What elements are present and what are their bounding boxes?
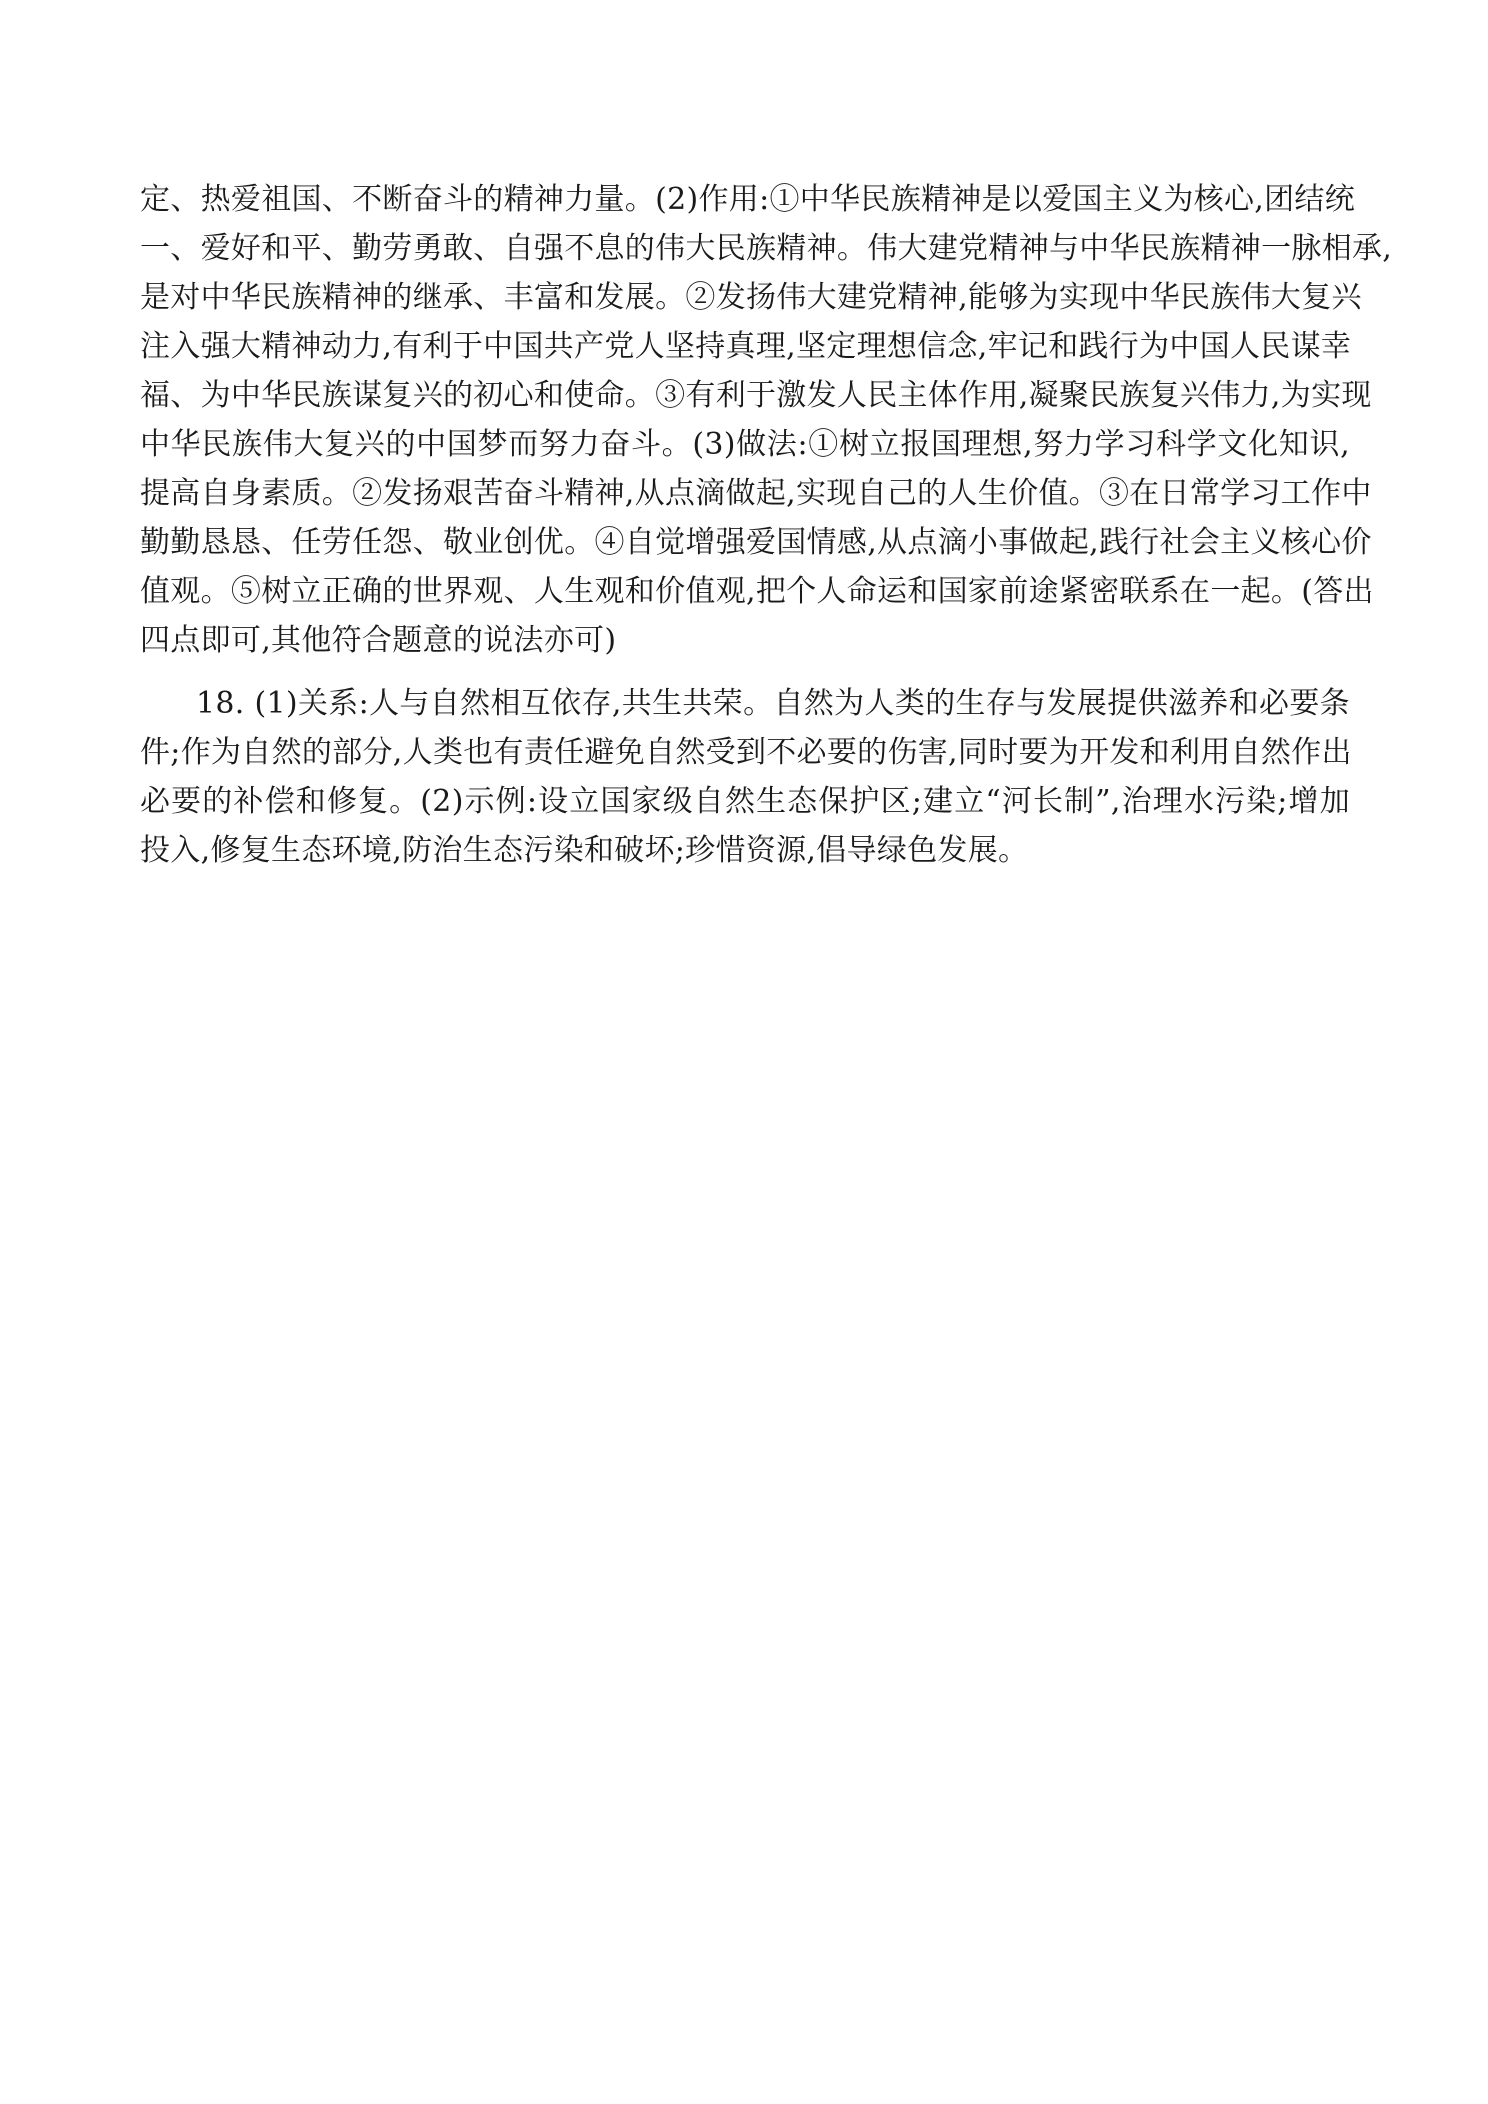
text-line: 福、为中华民族谋复兴的初心和使命。③有利于激发人民主体作用,凝聚民族复兴伟力,为实现 [140, 378, 1372, 413]
text-line: 注入强大精神动力,有利于中国共产党人坚持真理,坚定理想信念,牢记和践行为中国人民谋幸 [140, 329, 1352, 364]
text-line: 一、爱好和平、勤劳勇敢、自强不息的伟大民族精神。伟大建党精神与中华民族精神一脉相承, [140, 231, 1393, 266]
text-line: 是对中华民族精神的继承、丰富和发展。②发扬伟大建党精神,能够为实现中华民族伟大复兴 [140, 280, 1362, 315]
text-line: 提高自身素质。②发扬艰苦奋斗精神,从点滴做起,实现自己的人生价值。③在日常学习工作中 [140, 476, 1372, 511]
text-line: 中华民族伟大复兴的中国梦而努力奋斗。(3)做法:①树立报国理想,努力学习科学文化知识, [140, 427, 1350, 462]
text-line: 必要的补偿和修复。(2)示例:设立国家级自然生态保护区;建立“河长制”,治理水污染;增加 [140, 784, 1350, 819]
text-line: 值观。⑤树立正确的世界观、人生观和价值观,把个人命运和国家前途紧密联系在一起。(答出 [140, 574, 1374, 609]
answer-18-paragraph [140, 679, 1350, 875]
text-line: 定、热爱祖国、不断奋斗的精神力量。(2)作用:①中华民族精神是以爱国主义为核心,团结统 [140, 182, 1356, 217]
answer-17-continued-paragraph [140, 175, 1393, 665]
text-line: 18. (1)关系:人与自然相互依存,共生共荣。自然为人类的生存与发展提供滋养和必要条 [196, 686, 1350, 721]
text-line: 勤勤恳恳、任劳任怨、敬业创优。④自觉增强爱国情感,从点滴小事做起,践行社会主义核心价 [140, 525, 1372, 560]
text-line: 投入,修复生态环境,防治生态污染和破坏;珍惜资源,倡导绿色发展。 [140, 833, 1029, 868]
text-line: 件;作为自然的部分,人类也有责任避免自然受到不必要的伤害,同时要为开发和利用自然作出 [140, 735, 1352, 770]
answer-text-body [140, 175, 1393, 875]
text-line: 四点即可,其他符合题意的说法亦可) [140, 623, 617, 658]
